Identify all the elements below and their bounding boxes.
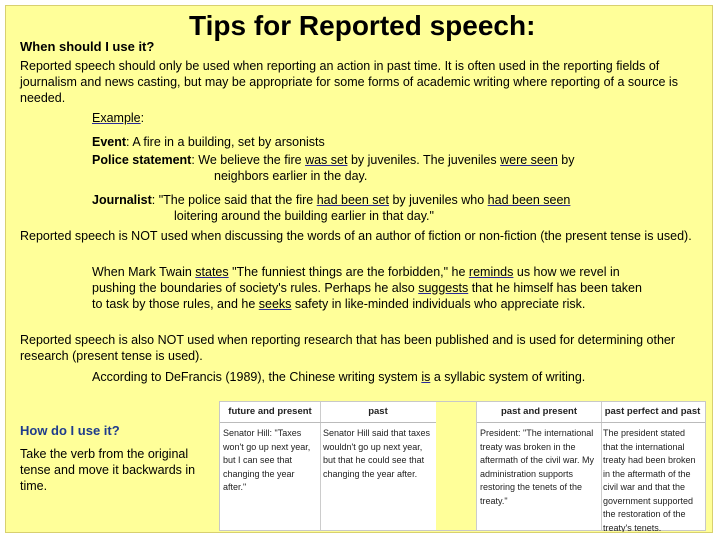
twain-verb: reminds xyxy=(468,265,514,279)
twain-text: When Mark Twain xyxy=(92,265,196,279)
table-cell: President: "The international treaty was broken in the aftermath of the civil war. My administration supports restoring the tenets of the treaty." xyxy=(480,428,595,506)
example-line: Example: xyxy=(92,111,145,125)
twain-text: "The funniest things are the forbidden," he xyxy=(228,265,469,279)
slide xyxy=(5,5,713,533)
table-column-past xyxy=(320,402,437,530)
police-text: We believe the fire xyxy=(198,153,306,167)
twain-verb: suggests xyxy=(418,281,469,295)
police-text: neighbors earlier in the day. xyxy=(214,169,368,183)
example-label: Example xyxy=(92,111,141,125)
event-text: A fire in a building, set by arsonists xyxy=(132,135,325,149)
journalist-verb: had been set xyxy=(316,193,389,207)
not-used-paragraph-2: Reported speech is also NOT used when reporting research that has been published and is used for determining other research (present tense is used). xyxy=(20,333,676,363)
how-subheading: How do I use it? xyxy=(20,423,120,438)
defrancis-text: a syllabic system of writing. xyxy=(430,370,586,384)
table-column-past-present xyxy=(476,402,602,530)
police-text: by juveniles. The juveniles xyxy=(347,153,501,167)
tense-example-table xyxy=(219,401,706,531)
not-used-paragraph-1: Reported speech is NOT used when discussing the words of an author of fiction or non-fiction (the present tense is used). xyxy=(20,229,692,243)
defrancis-example xyxy=(92,369,585,385)
twain-text: safety in like-minded individuals who appreciate risk. xyxy=(291,297,586,311)
table-column-past-perfect xyxy=(600,402,705,533)
column-header: future and present xyxy=(220,402,320,423)
police-verb: were seen xyxy=(500,153,558,167)
journalist-statement: Journalist: "The police said that the fire had been set by juveniles who had been seen loitering around the building earlier in that day." xyxy=(92,193,571,223)
table-gap xyxy=(436,402,476,530)
column-header: past xyxy=(320,402,436,423)
police-statement: Police statement: We believe the fire was set by juveniles. The juveniles were seen by neighbors earlier in the day. xyxy=(92,153,575,183)
twain-text: us how we revel in pushing the boundaries of society's rules. Perhaps he also xyxy=(92,265,620,295)
police-label: Police statement xyxy=(92,153,192,167)
table-cell: Senator Hill: "Taxes won't go up next year, but I can see that changing the year after." xyxy=(223,428,311,492)
twain-text: that he himself has been taken to task by those rules, and he xyxy=(92,281,642,311)
twain-verb: states xyxy=(195,265,229,279)
table-column-future-present xyxy=(220,402,321,530)
event-line: Event: A fire in a building, set by arsonists xyxy=(92,135,325,149)
slide-title: Tips for Reported speech: xyxy=(189,10,536,41)
journalist-verb: had been seen xyxy=(487,193,571,207)
twain-verb: seeks xyxy=(258,297,292,311)
defrancis-text: According to DeFrancis (1989), the Chinese writing system xyxy=(92,370,422,384)
journalist-text: loitering around the building earlier in that day." xyxy=(174,209,434,223)
when-subheading: When should I use it? xyxy=(20,39,155,54)
table-cell: Senator Hill said that taxes wouldn't go up next year, but that he could see that changing the year after. xyxy=(323,428,431,479)
intro-paragraph: Reported speech should only be used when reporting an action in past time. It is often used in the reporting fields of journalism and news casting, but may be appropriate for some forms of academic writing where reporting of a source is needed. xyxy=(20,59,678,105)
how-body: Take the verb from the original tense and move it backwards in time. xyxy=(20,447,196,493)
police-text: by xyxy=(557,153,575,167)
journalist-text: "The police said that the fire xyxy=(158,193,317,207)
column-header: past and present xyxy=(477,402,601,423)
column-header: past perfect and past xyxy=(600,402,705,423)
twain-example xyxy=(92,264,652,312)
table-cell: The president stated that the international treaty had been broken in the aftermath of the civil war and that the government supported the restoration of the treaty's tenets. xyxy=(603,428,696,533)
journalist-label: Journalist xyxy=(92,193,152,207)
defrancis-verb: is xyxy=(421,370,431,384)
event-label: Event xyxy=(92,135,127,149)
police-verb: was set xyxy=(305,153,348,167)
journalist-text: by juveniles who xyxy=(389,193,488,207)
